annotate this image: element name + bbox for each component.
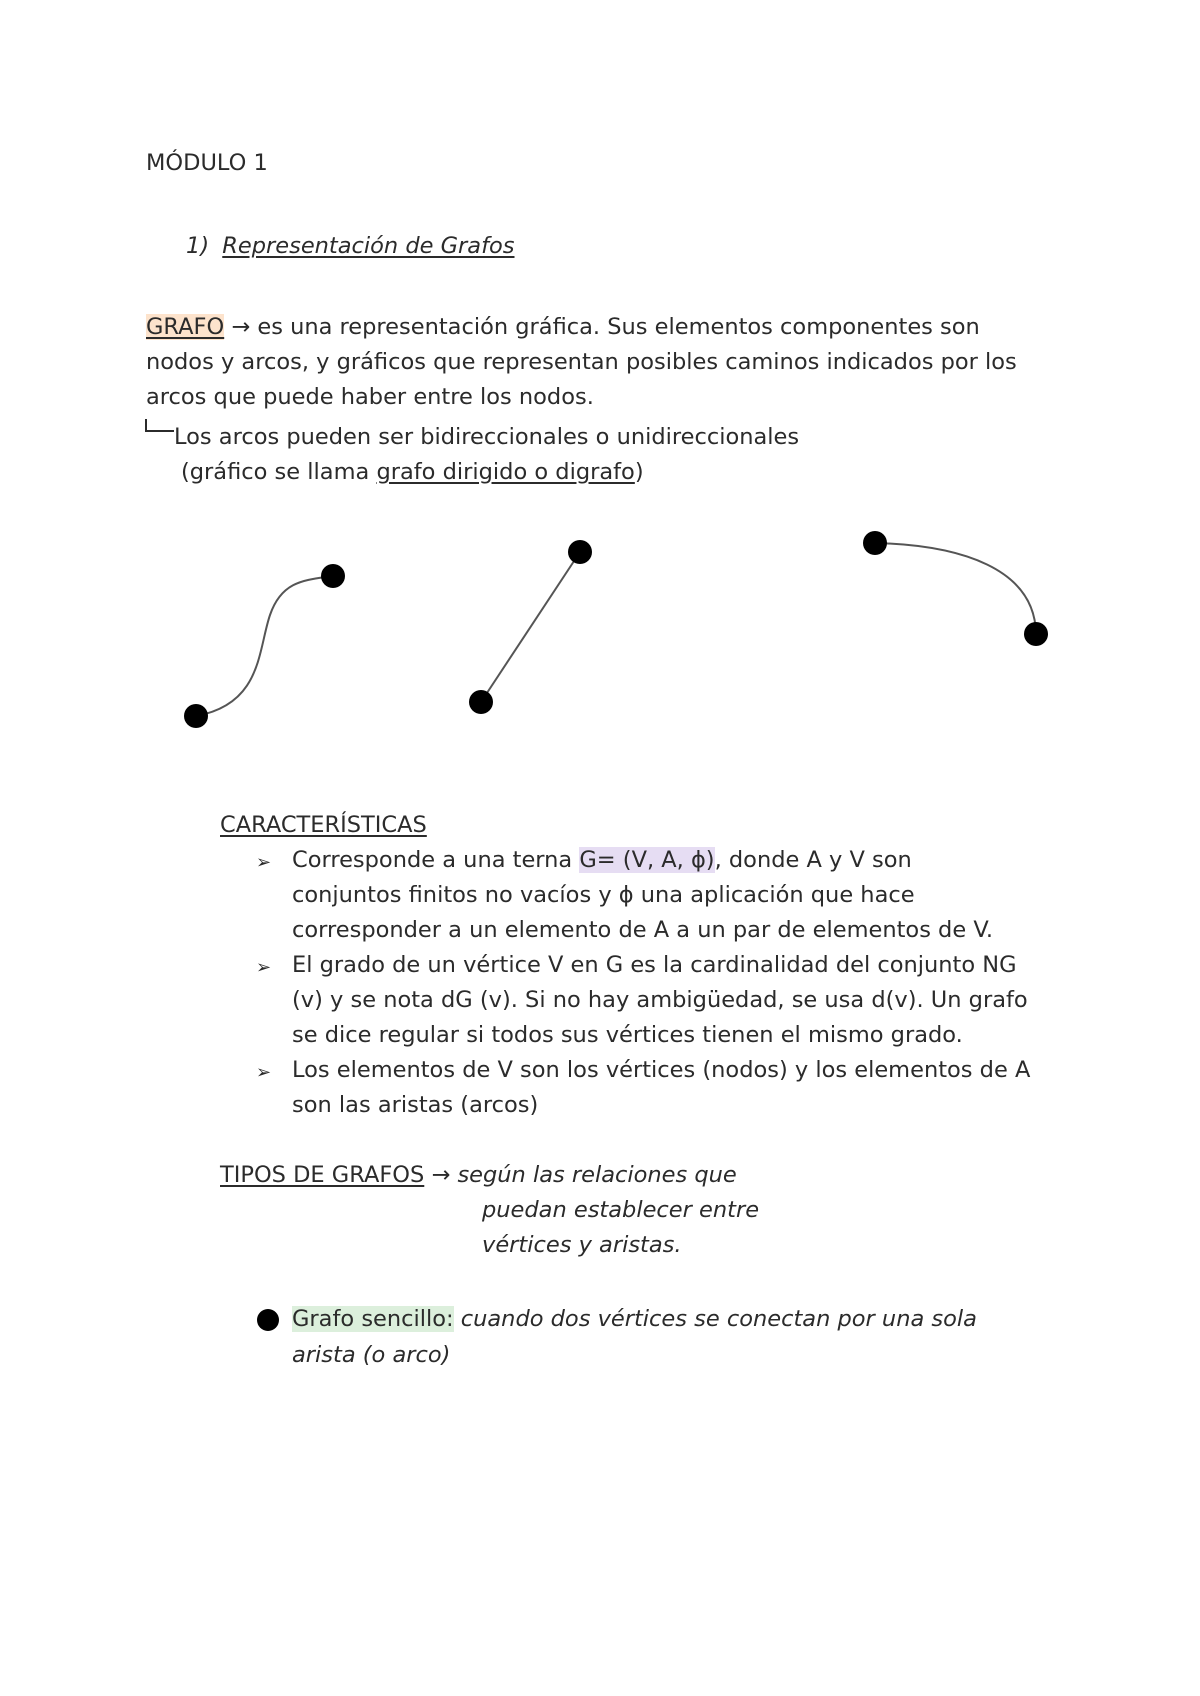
grafo-definition-line-3: arcos que puede haber entre los nodos. — [146, 384, 594, 410]
graph-edge-line — [481, 552, 580, 702]
graph-node — [321, 564, 345, 588]
caracteristica-item-2-line-3: se dice regular si todos sus vértices tienen el mismo grado. — [292, 1022, 963, 1048]
caracteristica-item-1-line-3: corresponder a un elemento de A a un par de elementos de V. — [292, 917, 993, 943]
caracteristicas-heading: CARACTERÍSTICAS — [220, 812, 427, 838]
arrow-glyph: → — [231, 314, 251, 340]
grafo-definition-line-1: GRAFO → es una representación gráfica. Sus elementos componentes son — [146, 314, 980, 340]
graph-node — [184, 704, 208, 728]
caracteristica-item-2-line-1: El grado de un vértice V en G es la cardinalidad del conjunto NG — [292, 952, 1017, 978]
digrafo-term: grafo dirigido o digrafo — [376, 459, 635, 485]
grafo-sencillo-line-1: Grafo sencillo: cuando dos vértices se conectan por una sola — [292, 1306, 977, 1332]
caracteristica-item-3-line-1: Los elementos de V son los vértices (nodos) y los elementos de A — [292, 1057, 1031, 1083]
corner-connector-icon — [146, 419, 174, 431]
caracteristica-item-1-line-2: conjuntos finitos no vacíos y ϕ una aplicación que hace — [292, 882, 915, 908]
filled-bullet-icon — [257, 1309, 279, 1331]
grafo-sencillo-line-2: arista (o arco) — [292, 1342, 451, 1368]
section-title: Representación de Grafos — [222, 233, 515, 259]
caracteristica-item-2-line-2: (v) y se nota dG (v). Si no hay ambigüedad, se usa d(v). Un grafo — [292, 987, 1028, 1013]
module-title: MÓDULO 1 — [146, 150, 268, 176]
caracteristica-item-3-line-2: son las aristas (arcos) — [292, 1092, 539, 1118]
arcs-note-line-1: Los arcos pueden ser bidireccionales o unidireccionales — [174, 424, 800, 450]
caracteristica-item-1-line-1: Corresponde a una terna G= (V, A, ϕ), donde A y V son — [292, 847, 912, 873]
arrow-glyph: → — [431, 1162, 451, 1188]
tipos-heading: TIPOS DE GRAFOS — [220, 1162, 425, 1188]
graph-node — [568, 540, 592, 564]
tipos-line-3: vértices y aristas. — [482, 1232, 682, 1258]
grafo-term: GRAFO — [146, 314, 225, 340]
arrow-bullet-icon: ➢ — [256, 957, 272, 978]
tipos-line-2: puedan establecer entre — [482, 1197, 760, 1223]
graph-edge-curve-1 — [196, 576, 333, 716]
grafo-sencillo-term: Grafo sencillo: — [292, 1306, 454, 1332]
graph-edge-curve-3 — [875, 543, 1036, 634]
grafo-definition-line-2: nodos y arcos, y gráficos que representan posibles caminos indicados por los — [146, 349, 1017, 375]
arrow-bullet-icon: ➢ — [256, 1062, 272, 1083]
graph-node — [1024, 622, 1048, 646]
terna-formula: G= (V, A, ϕ) — [579, 847, 715, 873]
tipos-heading-line: TIPOS DE GRAFOS → según las relaciones que — [220, 1162, 737, 1188]
section-number: 1) — [186, 233, 210, 259]
arcs-note-line-2: (gráfico se llama grafo dirigido o digrafo) — [181, 459, 644, 485]
graph-node — [863, 531, 887, 555]
graph-node — [469, 690, 493, 714]
arrow-bullet-icon: ➢ — [256, 852, 272, 873]
